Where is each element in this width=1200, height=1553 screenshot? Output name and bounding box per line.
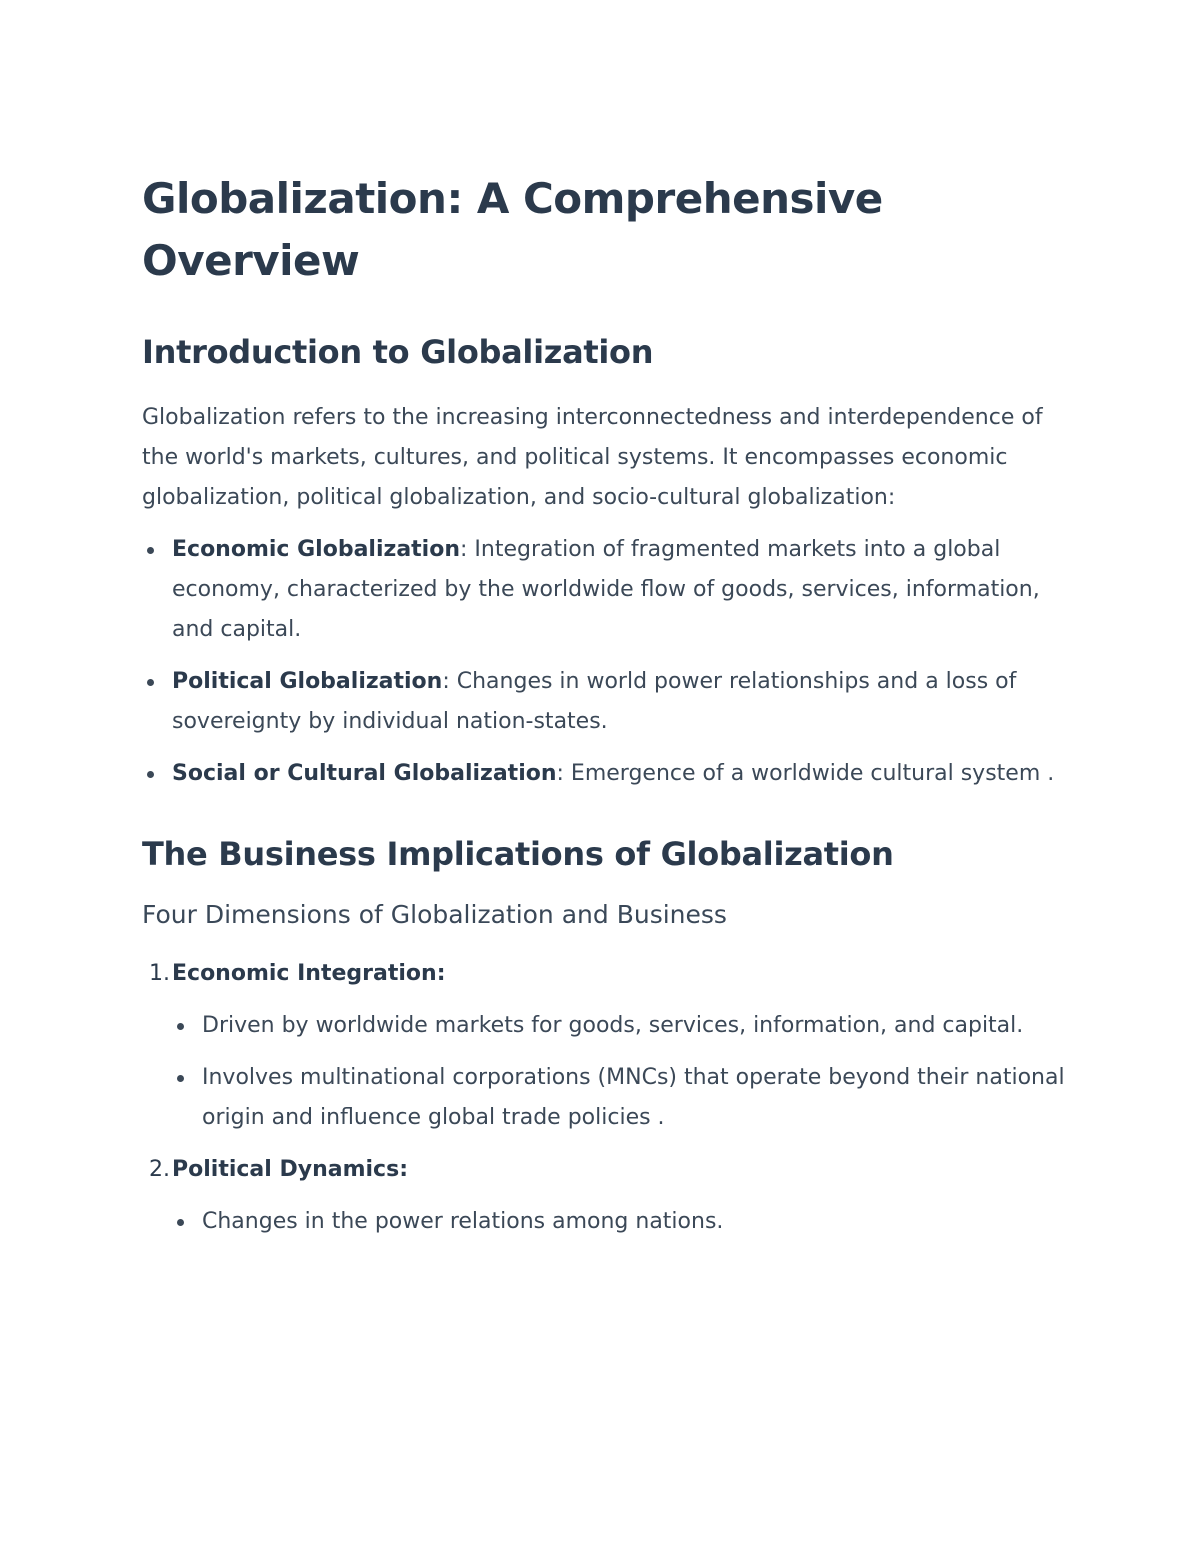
document-page [142, 168, 1072, 1242]
bullet-icon [147, 679, 154, 686]
bullet-icon [177, 1075, 184, 1082]
list-item-term: Economic Globalization [172, 537, 460, 562]
subsection-heading-dimensions: Four Dimensions of Globalization and Business [142, 900, 727, 929]
item-number: 1. [149, 961, 170, 986]
list-item-term: Political Globalization [172, 669, 443, 694]
sub-list-item [202, 1202, 1072, 1242]
document-title: Globalization: A Comprehensive Overview [142, 174, 883, 285]
sub-list [172, 1006, 1072, 1138]
intro-paragraph: Globalization refers to the increasing interconnectedness and interdependence of the world's markets, cultures, and political systems. It encompasses economic globalization, political globalization, and socio-cultural globalization: [142, 405, 1043, 510]
bullet-icon [177, 1219, 184, 1226]
item-colon: : [436, 961, 446, 986]
section-heading-business: The Business Implications of Globalization [142, 835, 894, 873]
numbered-item [149, 1150, 1072, 1242]
sub-list-item [202, 1006, 1072, 1046]
sub-list-item-text: Driven by worldwide markets for goods, services, information, and capital. [202, 1013, 1024, 1038]
list-item-text: : Integration of fragmented markets into a global economy, characterized by the worldwide flow of goods, services, information, and capital. [172, 537, 1040, 642]
sub-list [172, 1202, 1072, 1242]
globalization-types-list [142, 530, 1072, 794]
item-term: Political Dynamics [172, 1157, 400, 1182]
dimensions-list [142, 954, 1072, 1242]
item-term: Economic Integration [172, 961, 437, 986]
sub-list-item-text: Changes in the power relations among nations. [202, 1209, 724, 1234]
numbered-item [149, 954, 1072, 1138]
item-number: 2. [149, 1157, 170, 1182]
list-item [172, 754, 1072, 794]
bullet-icon [147, 547, 154, 554]
list-item [172, 530, 1072, 650]
sub-list-item [202, 1058, 1072, 1138]
bullet-icon [177, 1023, 184, 1030]
list-item-term: Social or Cultural Globalization [172, 761, 557, 786]
bullet-icon [147, 771, 154, 778]
list-item-text: : Changes in world power relationships and a loss of sovereignty by individual nation-states. [172, 669, 1017, 734]
item-colon: : [399, 1157, 408, 1182]
list-item-text: : Emergence of a worldwide cultural system . [556, 761, 1055, 786]
section-heading-introduction: Introduction to Globalization [142, 333, 654, 371]
list-item [172, 662, 1072, 742]
sub-list-item-text: Involves multinational corporations (MNCs) that operate beyond their national origin and influence global trade policies . [202, 1065, 1065, 1130]
